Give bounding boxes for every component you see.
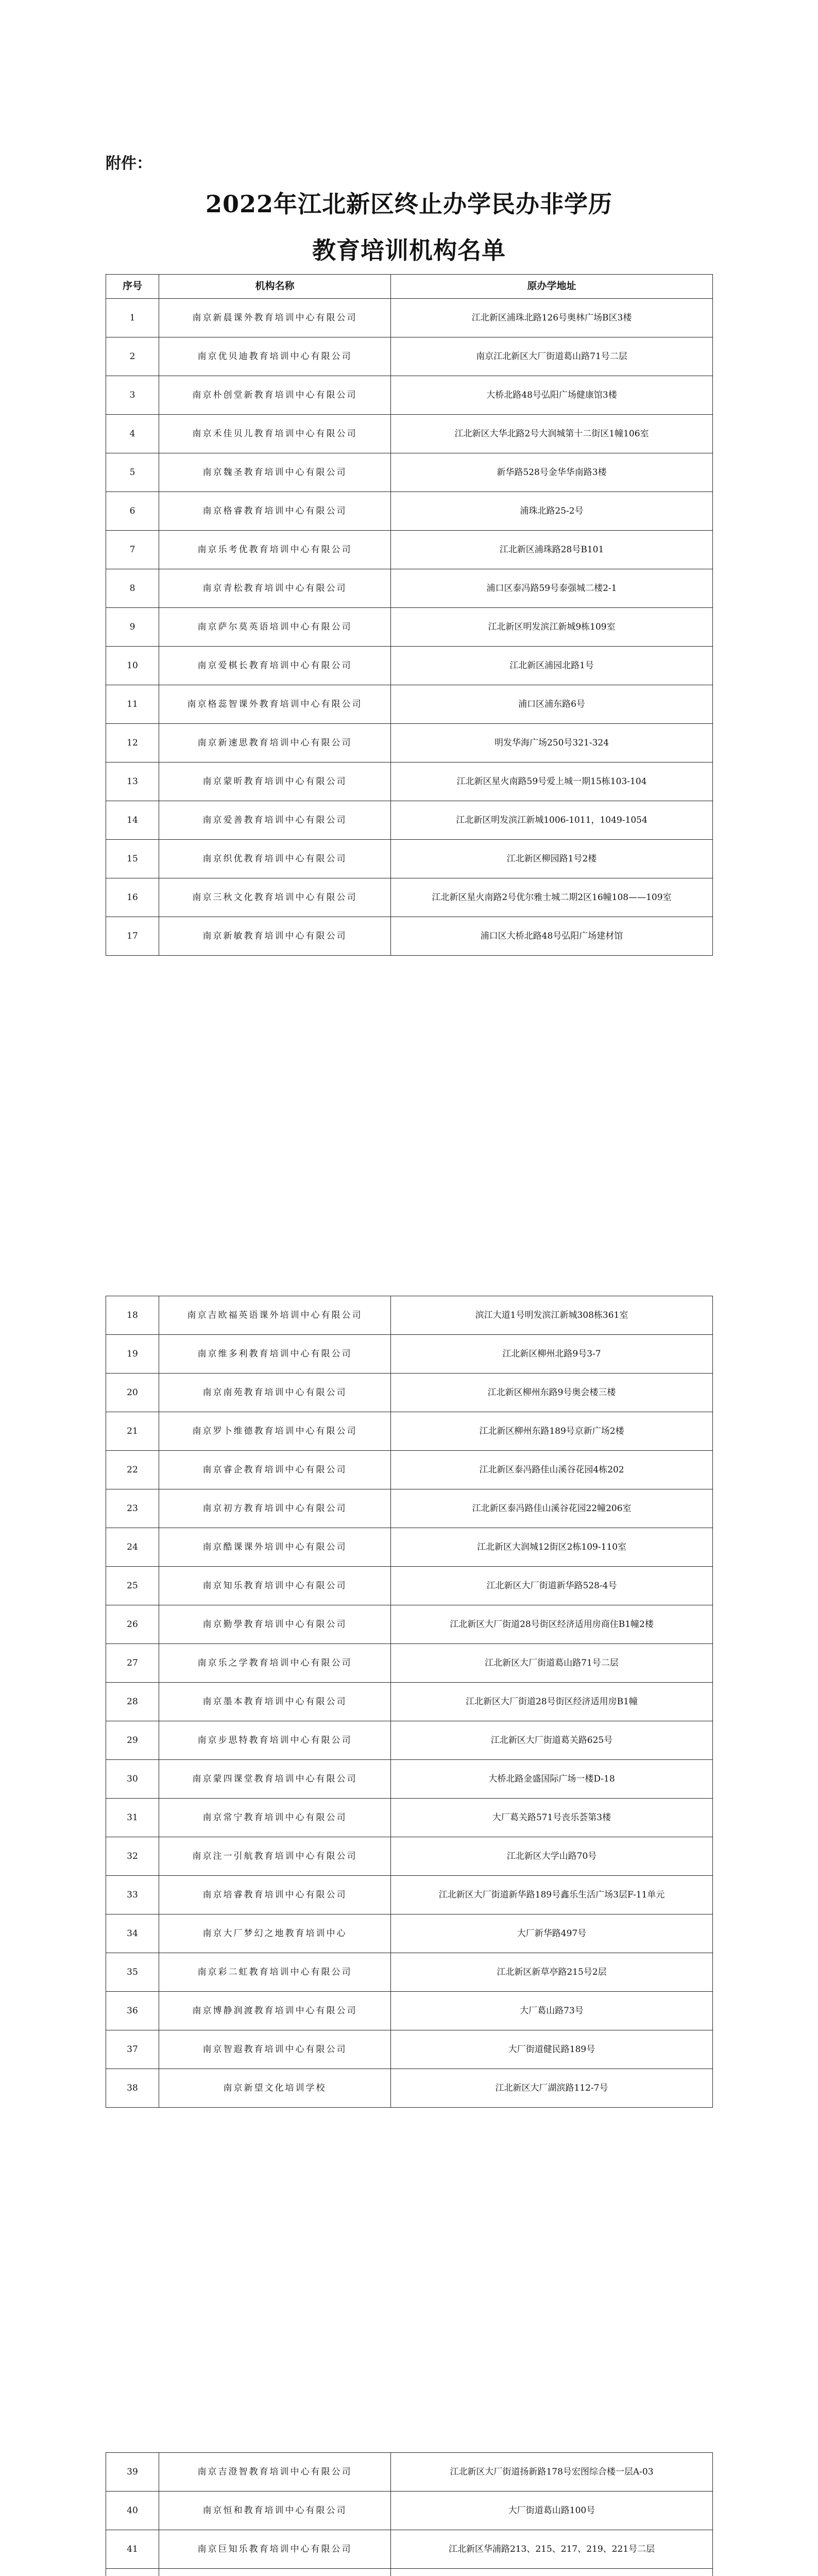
row-institution-name: 南京巨知乐教育培训中心有限公司 [159, 2530, 391, 2569]
row-serial-number: 41 [106, 2530, 159, 2569]
table-row [106, 492, 713, 531]
document-title-line-1: 2022年江北新区终止办学民办非学历 [205, 190, 613, 218]
row-institution-name: 南京步思特教育培训中心有限公司 [159, 1721, 391, 1760]
table-row [106, 569, 713, 608]
row-institution-name: 南京初方教育培训中心有限公司 [159, 1489, 391, 1528]
row-serial-number: 34 [106, 1914, 159, 1953]
row-institution-name: 南京格蕊智课外教育培训中心有限公司 [159, 685, 391, 724]
institution-table-part-1 [106, 274, 713, 956]
header-serial-number: 序号 [106, 275, 159, 299]
row-serial-number: 19 [106, 1335, 159, 1374]
row-serial-number: 23 [106, 1489, 159, 1528]
row-original-address: 江北新区华浦路213、215、217、219、221号二层 [391, 2530, 713, 2569]
row-original-address: 明发华海广场250号321-324 [391, 724, 713, 762]
table-row [106, 2530, 713, 2569]
row-original-address: 江北新区柳州北路9号3-7 [391, 1335, 713, 1374]
row-institution-name: 南京乐考优教育培训中心有限公司 [159, 531, 391, 569]
page-2 [0, 1157, 818, 2313]
table-row [106, 762, 713, 801]
row-original-address: 浦口区泰冯路59号泰强城二楼2-1 [391, 569, 713, 608]
row-original-address: 江北新区大学山路70号 [391, 1837, 713, 1876]
row-serial-number: 2 [106, 337, 159, 376]
table-row [106, 1374, 713, 1412]
row-original-address: 大厂葛关路571号丧乐荟第3楼 [391, 1799, 713, 1837]
table-row [106, 1721, 713, 1760]
row-institution-name: 南京培睿教育培训中心有限公司 [159, 1876, 391, 1914]
table-row [106, 415, 713, 453]
row-institution-name: 南京禾佳贝儿教育培训中心有限公司 [159, 415, 391, 453]
table-row [106, 1837, 713, 1876]
table-row [106, 1489, 713, 1528]
page-1 [0, 0, 818, 1157]
row-institution-name: 南京勤學教育培训中心有限公司 [159, 1605, 391, 1644]
row-institution-name: 南京格睿教育培训中心有限公司 [159, 492, 391, 531]
row-original-address: 江北新区柳州东路9号奥会楼三楼 [391, 1374, 713, 1412]
row-institution-name: 南京酷课课外培训中心有限公司 [159, 1528, 391, 1567]
row-original-address: 江北新区大润城12街区2栋109-110室 [391, 1528, 713, 1567]
row-original-address: 江北新区星火南路59号爱上城一期15栋103-104 [391, 762, 713, 801]
row-serial-number: 17 [106, 917, 159, 956]
row-serial-number: 32 [106, 1837, 159, 1876]
table-row [106, 1760, 713, 1799]
row-original-address: 江北新区新草亭路215号2层 [391, 1953, 713, 1992]
row-institution-name: 南京恒和教育培训中心有限公司 [159, 2492, 391, 2530]
table-row [106, 1683, 713, 1721]
row-serial-number: 4 [106, 415, 159, 453]
row-serial-number: 3 [106, 376, 159, 415]
row-serial-number: 31 [106, 1799, 159, 1837]
header-institution-name: 机构名称 [159, 275, 391, 299]
table-row [106, 840, 713, 878]
row-original-address: 大桥北路金盛国际广场一楼D-18 [391, 1760, 713, 1799]
row-serial-number: 27 [106, 1644, 159, 1683]
row-institution-name: 南京优贝迪教育培训中心有限公司 [159, 337, 391, 376]
row-original-address: 江北新区大华北路2号大润城第十二街区1幢106室 [391, 415, 713, 453]
row-institution-name: 南京吉欧福英语课外培训中心有限公司 [159, 1296, 391, 1335]
row-institution-name: 南京大厂梦幻之地教育培训中心 [159, 1914, 391, 1953]
row-institution-name: 南京织优教育培训中心有限公司 [159, 840, 391, 878]
document-title-line-2: 教育培训机构名单 [312, 236, 506, 264]
table-row [106, 1992, 713, 2030]
row-institution-name: 南京新速思教育培训中心有限公司 [159, 724, 391, 762]
row-original-address: 滨江大道1号明发滨江新城308栋361室 [391, 1296, 713, 1335]
row-institution-name: 南京彩二虹教育培训中心有限公司 [159, 1953, 391, 1992]
institution-table-part-3 [106, 2452, 713, 2576]
attachment-label: 附件： [106, 155, 152, 173]
row-serial-number: 35 [106, 1953, 159, 1992]
row-original-address: 江北新区大厂湖滨路112-7号 [391, 2069, 713, 2108]
row-institution-name [159, 2569, 391, 2576]
row-serial-number: 16 [106, 878, 159, 917]
header-original-address: 原办学地址 [391, 275, 713, 299]
table-row [106, 1451, 713, 1489]
row-serial-number: 10 [106, 647, 159, 685]
table-header-row [106, 275, 713, 299]
row-institution-name: 南京爱善教育培训中心有限公司 [159, 801, 391, 840]
row-institution-name: 南京新望文化培训学校 [159, 2069, 391, 2108]
table-row [106, 1335, 713, 1374]
table-row [106, 2069, 713, 2108]
row-original-address: 江北新区大厂街道葛关路625号 [391, 1721, 713, 1760]
table-row [106, 1953, 713, 1992]
row-original-address: 江北新区浦珠路28号B101 [391, 531, 713, 569]
row-original-address: 江北新区柳州东路189号京新广场2楼 [391, 1412, 713, 1451]
row-original-address: 江北新区大厂街道28号街区经济适用房商住B1幢2楼 [391, 1605, 713, 1644]
row-original-address: 大厂葛山路73号 [391, 1992, 713, 2030]
row-original-address: 浦口区浦东路6号 [391, 685, 713, 724]
row-serial-number: 14 [106, 801, 159, 840]
row-serial-number: 22 [106, 1451, 159, 1489]
row-institution-name: 南京乐之学教育培训中心有限公司 [159, 1644, 391, 1683]
row-original-address: 江北新区泰冯路佳山溪谷花园4栋202 [391, 1451, 713, 1489]
row-original-address: 新华路528号金华华南路3楼 [391, 453, 713, 492]
table-row [106, 2492, 713, 2530]
row-institution-name: 南京青松教育培训中心有限公司 [159, 569, 391, 608]
row-serial-number: 5 [106, 453, 159, 492]
row-institution-name: 南京墨本教育培训中心有限公司 [159, 1683, 391, 1721]
table-row [106, 1605, 713, 1644]
row-institution-name: 南京博静润渡教育培训中心有限公司 [159, 1992, 391, 2030]
row-serial-number: 25 [106, 1567, 159, 1605]
table-row [106, 1528, 713, 1567]
row-serial-number: 20 [106, 1374, 159, 1412]
table-row [106, 1296, 713, 1335]
table-row [106, 801, 713, 840]
row-institution-name: 南京维多利教育培训中心有限公司 [159, 1335, 391, 1374]
row-original-address: 大厂街道健民路189号 [391, 2030, 713, 2069]
table-row [106, 1567, 713, 1605]
institution-table-part-2 [106, 1296, 713, 2108]
row-serial-number: 29 [106, 1721, 159, 1760]
row-serial-number: 36 [106, 1992, 159, 2030]
row-serial-number: 7 [106, 531, 159, 569]
row-original-address: 江北新区星火南路2号优尔雅士城二期2区16幢108——109室 [391, 878, 713, 917]
table-row [106, 299, 713, 337]
row-original-address: 江北新区大厂街道新华路528-4号 [391, 1567, 713, 1605]
row-original-address: 江北新区明发滨江新城9栋109室 [391, 608, 713, 647]
row-institution-name: 南京常宁教育培训中心有限公司 [159, 1799, 391, 1837]
table-row [106, 531, 713, 569]
table-row [106, 917, 713, 956]
row-serial-number: 21 [106, 1412, 159, 1451]
row-original-address: 南京江北新区大厂街道葛山路71号二层 [391, 337, 713, 376]
row-serial-number: 30 [106, 1760, 159, 1799]
table-row [106, 878, 713, 917]
row-serial-number: 1 [106, 299, 159, 337]
row-serial-number: 13 [106, 762, 159, 801]
table-row [106, 1914, 713, 1953]
row-institution-name: 南京新晨课外教育培训中心有限公司 [159, 299, 391, 337]
row-original-address: 江北新区大厂街道扬新路178号宏图综合楼一层A-03 [391, 2453, 713, 2492]
row-institution-name: 南京罗卜维德教育培训中心有限公司 [159, 1412, 391, 1451]
row-institution-name: 南京吉澄智教育培训中心有限公司 [159, 2453, 391, 2492]
row-institution-name: 南京知乐教育培训中心有限公司 [159, 1567, 391, 1605]
row-institution-name: 南京新敏教育培训中心有限公司 [159, 917, 391, 956]
table-row [106, 647, 713, 685]
table-row [106, 2453, 713, 2492]
row-original-address: 江北新区泰冯路佳山溪谷花园22幢206室 [391, 1489, 713, 1528]
row-serial-number: 24 [106, 1528, 159, 1567]
row-original-address: 江北新区浦园北路1号 [391, 647, 713, 685]
row-serial-number: 40 [106, 2492, 159, 2530]
row-serial-number [106, 2569, 159, 2576]
row-original-address: 江北新区大厂街道葛山路71号二层 [391, 1644, 713, 1683]
row-original-address: 江北新区大厂街道新华路189号鑫乐生活广场3层F-11单元 [391, 1876, 713, 1914]
row-institution-name: 南京智遐教育培训中心有限公司 [159, 2030, 391, 2069]
table-row [106, 1412, 713, 1451]
row-serial-number: 18 [106, 1296, 159, 1335]
row-serial-number: 33 [106, 1876, 159, 1914]
row-institution-name: 南京蒙四课堂教育培训中心有限公司 [159, 1760, 391, 1799]
table-row [106, 1876, 713, 1914]
row-original-address: 大厂街道葛山路100号 [391, 2492, 713, 2530]
row-serial-number: 38 [106, 2069, 159, 2108]
row-institution-name: 南京萨尔莫英语培训中心有限公司 [159, 608, 391, 647]
row-original-address: 大厂新华路497号 [391, 1914, 713, 1953]
row-institution-name: 南京睿企教育培训中心有限公司 [159, 1451, 391, 1489]
table-row [106, 685, 713, 724]
row-serial-number: 15 [106, 840, 159, 878]
row-institution-name: 南京魏圣教育培训中心有限公司 [159, 453, 391, 492]
row-serial-number: 6 [106, 492, 159, 531]
row-original-address: 大桥北路48号弘阳广场健康馆3楼 [391, 376, 713, 415]
page-3 [0, 2313, 818, 2576]
table-row [106, 337, 713, 376]
table-row [106, 376, 713, 415]
row-original-address [391, 2569, 713, 2576]
row-serial-number: 37 [106, 2030, 159, 2069]
row-original-address: 江北新区浦珠北路126号奥林广场B区3楼 [391, 299, 713, 337]
table-row [106, 1644, 713, 1683]
table-row [106, 2030, 713, 2069]
row-serial-number: 28 [106, 1683, 159, 1721]
row-original-address: 浦珠北路25-2号 [391, 492, 713, 531]
row-serial-number: 26 [106, 1605, 159, 1644]
table-row [106, 608, 713, 647]
row-original-address: 江北新区柳园路1号2楼 [391, 840, 713, 878]
row-serial-number: 8 [106, 569, 159, 608]
table-row [106, 2569, 713, 2576]
row-institution-name: 南京爱棋长教育培训中心有限公司 [159, 647, 391, 685]
row-serial-number: 12 [106, 724, 159, 762]
row-serial-number: 39 [106, 2453, 159, 2492]
row-serial-number: 9 [106, 608, 159, 647]
row-institution-name: 南京三秋文化教育培训中心有限公司 [159, 878, 391, 917]
row-institution-name: 南京南苑教育培训中心有限公司 [159, 1374, 391, 1412]
row-institution-name: 南京朴创堂新教育培训中心有限公司 [159, 376, 391, 415]
row-original-address: 浦口区大桥北路48号弘阳广场建材馆 [391, 917, 713, 956]
table-row [106, 1799, 713, 1837]
row-institution-name: 南京注一引航教育培训中心有限公司 [159, 1837, 391, 1876]
row-institution-name: 南京蒙昕教育培训中心有限公司 [159, 762, 391, 801]
row-original-address: 江北新区明发滨江新城1006-1011，1049-1054 [391, 801, 713, 840]
row-original-address: 江北新区大厂街道28号街区经济适用房B1幢 [391, 1683, 713, 1721]
table-row [106, 453, 713, 492]
row-serial-number: 11 [106, 685, 159, 724]
table-row [106, 724, 713, 762]
